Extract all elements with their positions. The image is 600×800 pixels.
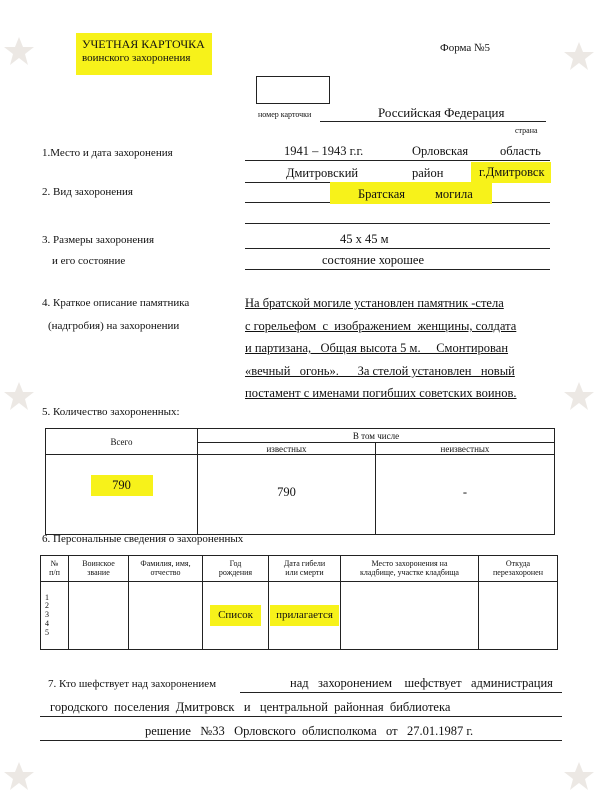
watermark-icon	[2, 35, 36, 69]
section7-line1: над захоронением шефствует администрация	[290, 676, 553, 690]
section3-underline1	[245, 248, 550, 249]
section4-text-line5: постамент с именами погибших советских воинов.	[245, 386, 517, 400]
col-unknown-header: неизвестных	[376, 443, 555, 455]
section2-label: 2. Вид захоронения	[42, 186, 133, 198]
country-value: Российская Федерация	[378, 105, 505, 120]
section3-size-value: 45 х 45 м	[340, 232, 389, 246]
section1-label: 1.Место и дата захоронения	[42, 147, 173, 159]
section1-underline1	[245, 160, 550, 161]
section7-label: 7. Кто шефствует над захоронением	[48, 678, 217, 690]
section6-label: 6. Персональные сведения о захороненных	[42, 533, 244, 545]
section7-line3: решение №33 Орловского облисполкома от 27.01.1987 г.	[145, 724, 474, 738]
rank-cell	[69, 582, 129, 650]
total-value: 790	[91, 475, 153, 496]
section7-underline3	[40, 740, 562, 741]
personal-info-table	[40, 555, 558, 650]
country-underline	[320, 121, 546, 122]
header-number: № п/п	[41, 556, 69, 582]
section2-value-part2: могила	[435, 187, 473, 201]
list-word2: прилагается	[270, 605, 339, 625]
section2-value-part1: Братская	[358, 187, 405, 201]
unknown-value: -	[462, 485, 468, 499]
country-caption: страна	[515, 126, 538, 135]
section1-dates: 1941 – 1943 г.г.	[284, 144, 364, 158]
col-known-header: известных	[198, 443, 376, 455]
col-including-header: В том числе	[198, 429, 555, 443]
header-rank: Воинское звание	[69, 556, 129, 582]
known-cell	[198, 455, 376, 535]
header-death-date: Дата гибели или смерти	[269, 556, 341, 582]
section1-region-word: область	[500, 144, 541, 158]
card-title	[76, 33, 212, 75]
burial-place-cell	[341, 582, 479, 650]
reburied-from-cell	[479, 582, 558, 650]
card-number-box	[256, 76, 330, 104]
unknown-cell	[376, 455, 555, 535]
form-number: Форма №5	[440, 42, 491, 54]
section7-line2: городского поселения Дмитровск и центральной районная библиотека	[50, 700, 451, 714]
known-value: 790	[277, 485, 296, 499]
section4-text-line4: «вечный огонь». За стелой установлен новый	[245, 364, 515, 378]
watermark-icon	[2, 380, 36, 414]
section3-underline2	[245, 269, 550, 270]
section5-label: 5. Количество захороненных:	[42, 406, 180, 418]
section3-condition-value: состояние хорошее	[322, 253, 425, 267]
section4-text-line3: и партизана, Общая высота 5 м. Смонтирован	[245, 341, 509, 355]
header-reburied-from: Откуда перезахоронен	[479, 556, 558, 582]
section3-label-line1: 3. Размеры захоронения	[42, 234, 155, 246]
burial-count-table	[45, 428, 555, 535]
section3-label-line2: и его состояние	[52, 255, 126, 267]
section4-label-line2: (надгробия) на захоронении	[48, 320, 180, 332]
total-cell	[46, 455, 198, 535]
section4-text-line2: с горельефом с изображением женщины, солдата	[245, 319, 517, 333]
card-title-line2: воинского захоронения	[82, 52, 191, 64]
section7-underline1	[240, 692, 562, 693]
section7-underline2	[40, 716, 562, 717]
row-numbers: 1 2 3 4 5	[41, 582, 69, 650]
section2-value	[330, 182, 492, 204]
watermark-icon	[562, 40, 596, 74]
name-cell	[129, 582, 203, 650]
header-name: Фамилия, имя, отчество	[129, 556, 203, 582]
header-burial-place: Место захоронения на кладбище, участке кладбища	[341, 556, 479, 582]
watermark-icon	[562, 760, 596, 794]
section1-town: г.Дмитровск	[471, 162, 551, 183]
section4-label-line1: 4. Краткое описание памятника	[42, 297, 190, 309]
death-date-cell	[269, 582, 341, 650]
col-total-header: Всего	[46, 429, 198, 455]
card-title-line1: УЧЕТНАЯ КАРТОЧКА	[82, 37, 205, 51]
card-number-label: номер карточки	[258, 110, 312, 119]
list-word1: Список	[210, 605, 261, 625]
watermark-icon	[2, 760, 36, 794]
birth-year-cell	[203, 582, 269, 650]
header-birth-year: Год рождения	[203, 556, 269, 582]
section1-region: Орловская	[412, 144, 469, 158]
section1-district: Дмитровский	[286, 166, 359, 180]
watermark-icon	[562, 380, 596, 414]
section1-district-word: район	[412, 166, 444, 180]
section2-underline2	[245, 223, 550, 224]
section4-text-line1: На братской могиле установлен памятник -стела	[245, 296, 504, 310]
